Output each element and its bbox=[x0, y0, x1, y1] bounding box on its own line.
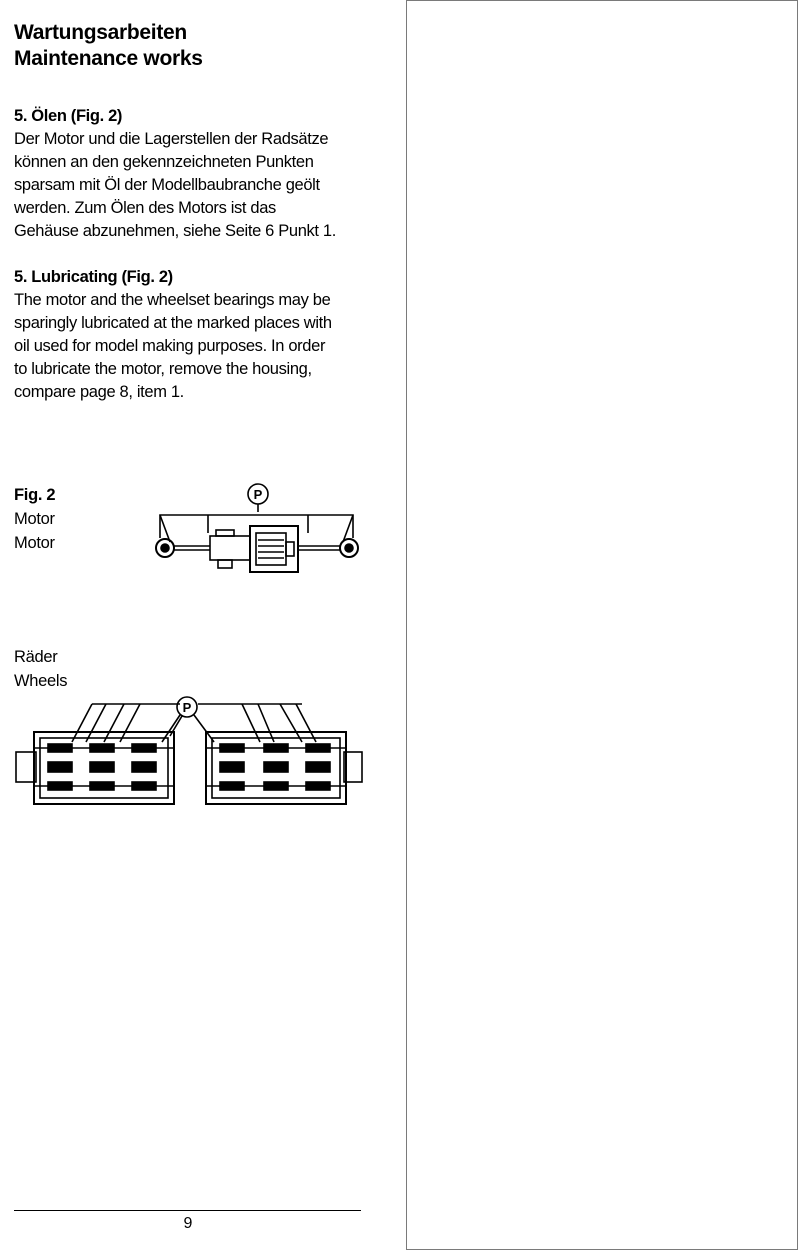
paragraph-line: Gehäuse abzunehmen, siehe Seite 6 Punkt 1. bbox=[14, 222, 336, 240]
oil-marker-letter: P bbox=[182, 700, 192, 715]
paragraph-line: Der Motor und die Lagerstellen der Radsätze bbox=[14, 130, 329, 148]
figure-label-wheels bbox=[14, 645, 67, 693]
section-lubricating-en bbox=[14, 266, 364, 404]
figure-label-motor bbox=[14, 483, 55, 555]
paragraph-line: oil used for model making purposes. In order bbox=[14, 337, 326, 355]
page-left-column bbox=[14, 0, 364, 1253]
paragraph-line: sparingly lubricated at the marked places with bbox=[14, 314, 332, 332]
paragraph-line: The motor and the wheelset bearings may be bbox=[14, 291, 331, 309]
blank-right-panel bbox=[406, 0, 798, 1250]
wheels-label-en: Wheels bbox=[14, 672, 68, 690]
title-en: Maintenance works bbox=[14, 47, 203, 70]
section-heading-en: 5. Lubricating (Fig. 2) bbox=[14, 268, 173, 286]
motor-diagram bbox=[148, 478, 366, 578]
section-oiling-de bbox=[14, 105, 364, 243]
page-number: 9 bbox=[183, 1215, 193, 1232]
wheels-label-de: Räder bbox=[14, 648, 58, 666]
paragraph-line: sparsam mit Öl der Modellbaubranche geölt bbox=[14, 176, 320, 194]
section-heading-de: 5. Ölen (Fig. 2) bbox=[14, 107, 123, 125]
paragraph-line: werden. Zum Ölen des Motors ist das bbox=[14, 199, 276, 217]
paragraph-line: to lubricate the motor, remove the housing, bbox=[14, 360, 312, 378]
paragraph-line: compare page 8, item 1. bbox=[14, 383, 184, 401]
footer-divider bbox=[14, 1210, 361, 1211]
page-title bbox=[14, 20, 203, 72]
paragraph-line: können an den gekennzeichneten Punkten bbox=[14, 153, 314, 171]
title-de: Wartungsarbeiten bbox=[14, 21, 187, 44]
motor-label-de: Motor bbox=[14, 510, 55, 528]
motor-label-en: Motor bbox=[14, 534, 55, 552]
wheels-diagram bbox=[12, 690, 366, 810]
oil-marker-letter: P bbox=[253, 487, 263, 502]
figure-number: Fig. 2 bbox=[14, 486, 56, 504]
